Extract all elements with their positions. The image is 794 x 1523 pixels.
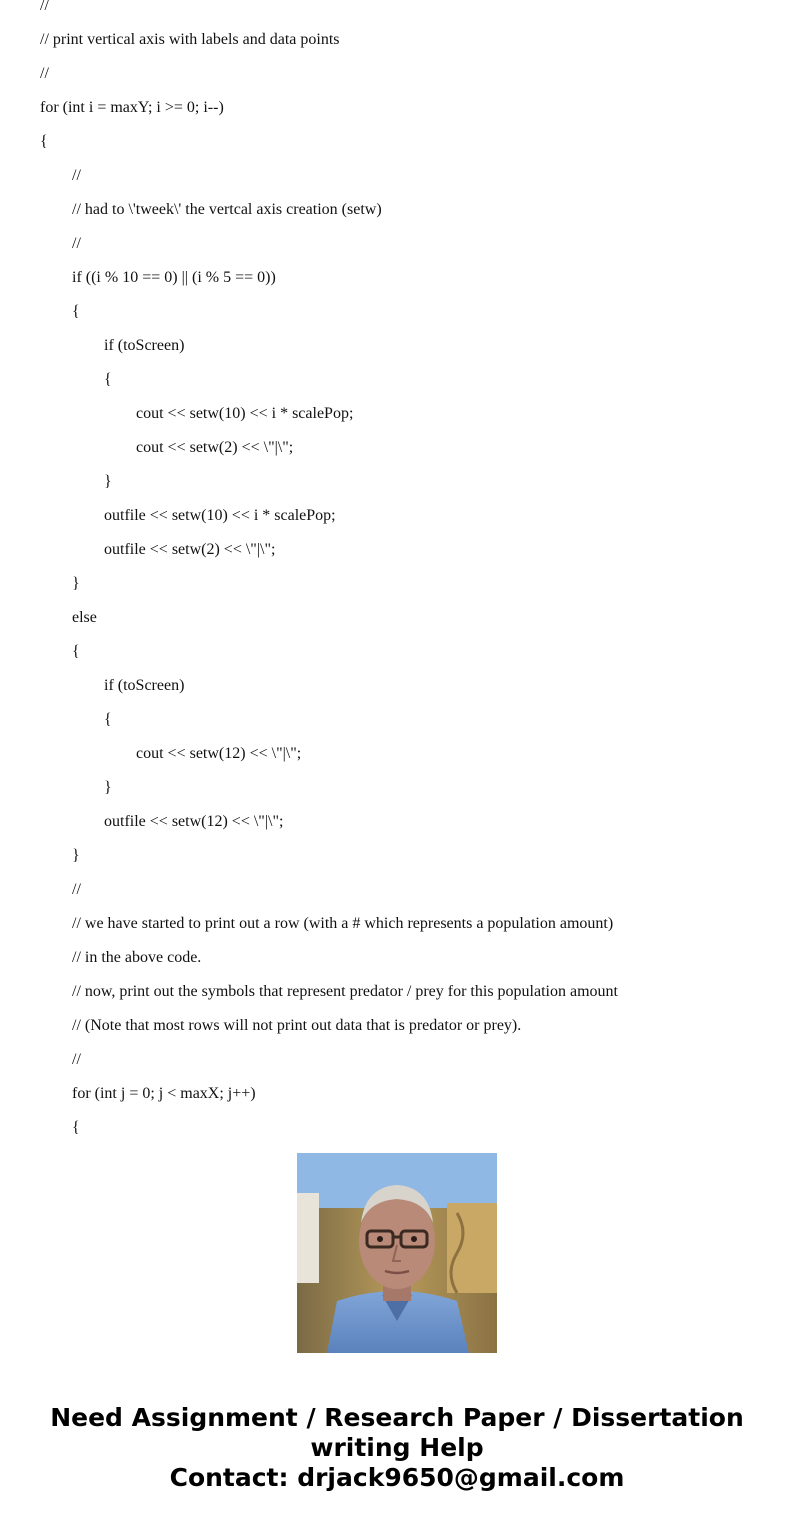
banner-line-1: Need Assignment / Research Paper / Dissertation bbox=[50, 1403, 744, 1432]
code-line: for (int j = 0; j < maxX; j++) bbox=[72, 1085, 256, 1102]
code-line: // we have started to print out a row (with a # which represents a population amount) bbox=[72, 915, 614, 932]
code-line: // bbox=[72, 881, 81, 898]
code-line: // now, print out the symbols that represent predator / prey for this population amount bbox=[72, 983, 618, 1000]
code-line: } bbox=[72, 847, 80, 864]
code-line: { bbox=[72, 1119, 80, 1136]
code-line: for (int i = maxY; i >= 0; i--) bbox=[40, 99, 224, 116]
code-line: { bbox=[104, 371, 112, 388]
avatar bbox=[297, 1153, 497, 1353]
code-line: // print vertical axis with labels and data points bbox=[40, 31, 340, 48]
contact-banner bbox=[0, 1403, 794, 1493]
code-line: // had to \'tweek\' the vertcal axis creation (setw) bbox=[72, 201, 382, 218]
code-line: outfile << setw(12) << \"|\"; bbox=[104, 813, 284, 830]
code-line: { bbox=[104, 711, 112, 728]
code-line: cout << setw(2) << \"|\"; bbox=[136, 439, 294, 456]
code-line: { bbox=[72, 303, 80, 320]
code-line: if ((i % 10 == 0) || (i % 5 == 0)) bbox=[72, 269, 276, 286]
code-line: // bbox=[72, 1051, 81, 1068]
code-line: } bbox=[104, 473, 112, 490]
code-line: // in the above code. bbox=[72, 949, 202, 966]
code-line: // bbox=[72, 167, 81, 184]
banner-line-2: writing Help bbox=[310, 1433, 484, 1462]
code-line: } bbox=[72, 575, 80, 592]
code-line: // (Note that most rows will not print out data that is predator or prey). bbox=[72, 1017, 522, 1034]
code-line: // bbox=[40, 65, 49, 82]
code-line: // bbox=[40, 0, 49, 14]
code-line: outfile << setw(2) << \"|\"; bbox=[104, 541, 276, 558]
contact-email: Contact: drjack9650@gmail.com bbox=[169, 1463, 625, 1492]
code-line: cout << setw(12) << \"|\"; bbox=[136, 745, 302, 762]
code-line: // bbox=[72, 235, 81, 252]
code-line: else bbox=[72, 609, 97, 626]
code-line: cout << setw(10) << i * scalePop; bbox=[136, 405, 354, 422]
code-line: { bbox=[72, 643, 80, 660]
code-line: } bbox=[104, 779, 112, 796]
code-line: { bbox=[40, 133, 48, 150]
code-line: outfile << setw(10) << i * scalePop; bbox=[104, 507, 336, 524]
person-portrait-icon bbox=[297, 1153, 497, 1353]
code-line: if (toScreen) bbox=[104, 677, 185, 694]
code-line: if (toScreen) bbox=[104, 337, 185, 354]
